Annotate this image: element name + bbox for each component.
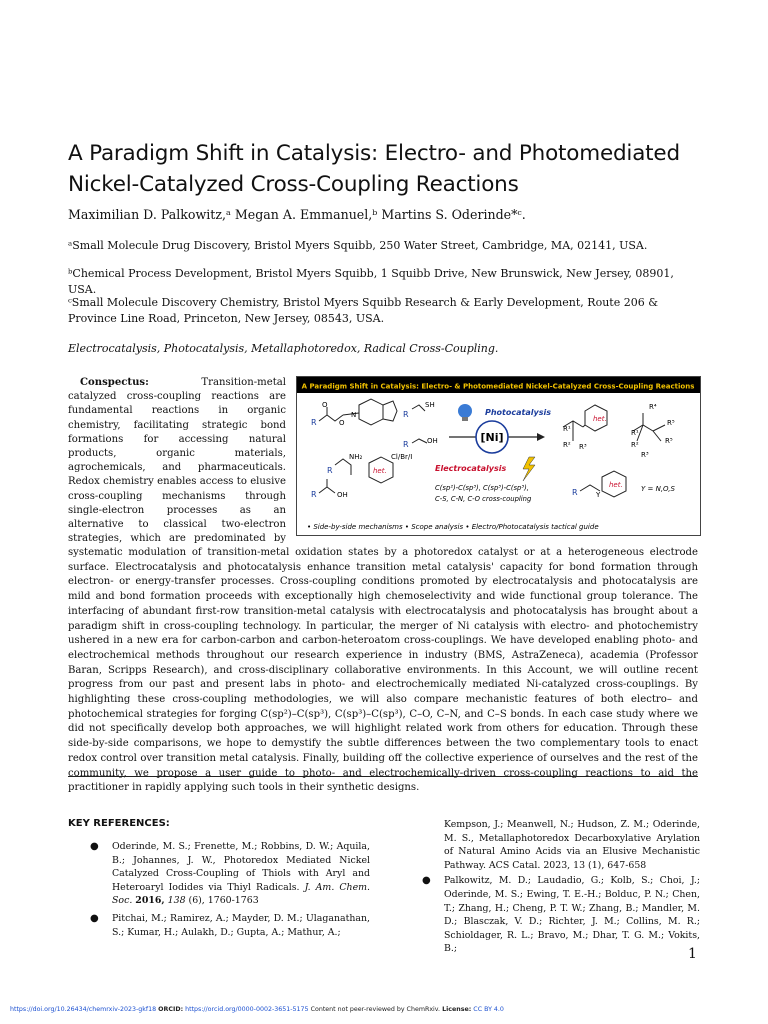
reagent-structures	[319, 399, 427, 493]
halide-label: Cl/Br/I	[391, 453, 413, 461]
bulb-base	[462, 417, 468, 421]
reference-text: Oderinde, M. S.; Frenette, M.; Robbins, D. W.; Aquila, B.; Johannes, J. W., Photoredox Mediated Nickel Catalyzed Cross-Coupling of Thiols with Aryl and Heteroaryl Iodides via Thiyl Radicals.	[112, 841, 370, 893]
conspectus-body: systematic modulation of transition-metal oxidation states by a photoredox catalyst or at a heterogeneous electrode surface. Electrocatalysis and photocatalysis enhance transition metal catalysis' capacity for bond formation through electron- or energy-transfer processes. Cross-coupling conditions promoted by electrocatalysis and photocatalysis are mild and bond formation proceeds with exceptionally high chemoselectivity and wide functional group tolerance. The interfacing of abundant first-row transition-metal catalysis with electrocatalysis and photocatalysis has brought about a paradigm shift in cross-coupling technology. In particular, the merger of Ni catalysis with electro- and photochemistry ushered in a new era for carbon-carbon and carbon-heteroatom cross-couplings. We have developed enabling photo- and electrochemical methods throughout our research experience in industry (BMS, AstraZeneca), academia (Professor Baran, Scripps Research), and cross-disciplinary collaborative environments. In this Account, we will outline recent progress from our past and present labs in photo- and electrochemically mediated Ni-catalyzed cross-couplings. By highlighting these cross-coupling methodologies, we will also compare mechanistic features of both electro– and photochemical strategies for forging C(sp²)–C(sp³), C(sp³)–C(sp³), C–O, C–N, and C–S bonds. In each case study where we did not specifically develop both approaches, we will highlight related work from others for education. Through these side-by-side comparisons, we hope to demystify the subtle differences between the two complementary tools to enact redox control over transition metal catalysis. Finally, building off the collective experience of ourselves and the rest of the community, we propose a user guide to photo- and electrochemically-driven cross-coupling reactions to aid the practitioner in rapidly applying such tools in their synthetic designs.	[68, 547, 698, 794]
r2-label-2: R²	[631, 441, 639, 449]
reference-text: Palkowitz, M. D.; Laudadio, G.; Kolb, S.; Choi, J.; Oderinde, M. S.; Ewing, T. E.-H.; Bolduc, P. N.; Chen, T.; Zhang, H.; Cheng, P. T. W.; Zhang, B.; Mandler, M. D.; Blasczak, V. D.; Richter, J. M.; Collins, M. R.; Schioldager, R. L.; Bravo, M.; Dhar, T. G. M.; Vokits, B.;	[444, 875, 700, 955]
bulb-icon	[458, 404, 472, 418]
bolt-icon	[523, 457, 535, 481]
r-label-2: R	[403, 410, 409, 419]
toc-header-text: A Paradigm Shift in Catalysis: Electro- & Photomediated Nickel-Catalyzed Cross-Coupling Reactions	[301, 382, 695, 391]
arrow-head	[537, 433, 545, 441]
bullet-icon: ●	[90, 841, 99, 852]
paper-title: A Paradigm Shift in Catalysis: Electro- and Photomediated Nickel-Catalyzed Cross-Coupling Reactions	[68, 141, 680, 197]
conspectus-label: Conspectus:	[80, 377, 149, 388]
r4-label: R⁴	[649, 403, 657, 411]
toc-svg	[297, 377, 700, 535]
het-label-2: het.	[593, 415, 607, 423]
n-label: N	[351, 411, 357, 419]
toc-graphic	[296, 376, 701, 536]
orcid-label: ORCID:	[158, 1006, 184, 1013]
oh-label-2: OH	[337, 491, 348, 499]
affiliation-b: ᵇChemical Process Development, Bristol Myers Squibb, 1 Squibb Drive, New Brunswick, New Jersey, 08901, USA.	[68, 267, 674, 296]
key-references-right	[422, 818, 700, 960]
orcid-link[interactable]: https://orcid.org/0000-0002-3651-5175	[185, 1006, 309, 1013]
section-divider	[68, 776, 698, 777]
r-label-5: R	[311, 490, 317, 499]
affiliation-c: ᶜSmall Molecule Discovery Chemistry, Bristol Myers Squibb Research & Early Development, Route 206 & Province Line Road, Princeton, New Jersey, 08543, USA.	[68, 296, 658, 325]
author-list: Maximilian D. Palkowitz,ᵃ Megan A. Emmanuel,ᵇ Martins S. Oderinde*ᶜ.	[68, 207, 526, 222]
y-label: Y	[596, 491, 601, 499]
ni-label: [Ni]	[480, 431, 504, 444]
reference-item	[90, 840, 370, 908]
r-label-6: R	[572, 488, 578, 497]
het-label-3: het.	[609, 481, 623, 489]
o-label-1: O	[322, 401, 328, 409]
r1-label: R¹	[563, 425, 571, 433]
r2-label: R²	[563, 441, 571, 449]
license-link[interactable]: CC BY 4.0	[473, 1006, 504, 1013]
bonds-line-1: C(sp²)-C(sp³), C(sp³)-C(sp³),	[435, 484, 529, 492]
doi-link[interactable]: https://doi.org/10.26434/chemrxiv-2023-gkf18	[10, 1006, 157, 1013]
bonds-line-2: C-S, C-N, C-O cross-coupling	[435, 495, 532, 503]
toc-footer: • Side-by-side mechanisms • Scope analysis • Electro/Photocatalysis tactical guide	[307, 523, 599, 531]
page-number: 1	[688, 946, 697, 962]
oh-label-1: OH	[427, 437, 438, 445]
reference-pages: (6), 1760-1763	[188, 895, 259, 907]
page-footer	[10, 1006, 504, 1013]
bullet-icon: ●	[90, 912, 99, 924]
r-label-4: R	[327, 466, 333, 475]
conspectus-intro	[68, 376, 286, 546]
het-label-1: het.	[373, 467, 387, 475]
conspectus-top-text: Transition-metal catalyzed cross-coupling reactions are fundamental reactions in organic chemistry, facilitating strategic bond formations for accessing natural products, organic materials, agrochemicals, and pharmaceuticals. Redox chemistry enables access to elusive cross-coupling mechanisms through single-electron processes as an alternative to classical two-electron strategies, which are predominated by	[68, 377, 286, 545]
keywords: Electrocatalysis, Photocatalysis, Metallaphotoredox, Radical Cross-Coupling.	[68, 342, 499, 355]
r1-label-2: R¹	[631, 429, 639, 437]
reference-continuation	[422, 818, 700, 872]
reference-item	[90, 912, 370, 939]
peer-review-note: Content not peer-reviewed by ChemRxiv.	[310, 1006, 441, 1013]
r-label-1: R	[311, 418, 317, 427]
affiliation-a: ᵃSmall Molecule Drug Discovery, Bristol Myers Squibb, 250 Water Street, Cambridge, MA, 02141, USA.	[68, 239, 648, 252]
sh-label: SH	[425, 401, 435, 409]
nh2-label: NH₂	[349, 453, 363, 461]
y-definition: Y = N,O,S	[641, 485, 675, 493]
key-references-left	[90, 840, 370, 943]
r5-label: R⁵	[667, 419, 675, 427]
reference-text: Kempson, J.; Meanwell, N.; Hudson, Z. M.; Oderinde, M. S., Metallaphotoredox Decarboxylative Arylation of Natural Amino Acids via an Elusive Mechanistic Pathway. ACS Catal. 2023, 13 (1), 647-658	[444, 819, 700, 871]
bullet-icon: ●	[422, 875, 431, 887]
key-references-heading: KEY REFERENCES:	[68, 818, 170, 829]
reference-journal: J. Am. Chem. Soc.	[112, 881, 370, 907]
reference-volume: 138	[167, 895, 186, 907]
electrocatalysis-label: Electrocatalysis	[435, 464, 507, 473]
license-label: License:	[442, 1006, 472, 1013]
r5-label-2: R⁵	[665, 437, 673, 445]
r3-label-2: R³	[641, 451, 649, 459]
r-label-3: R	[403, 440, 409, 449]
reference-text: Pitchai, M.; Ramirez, A.; Mayder, D. M.; Ulaganathan, S.; Kumar, H.; Aulakh, D.; Gupta, A.; Mathur, A.;	[112, 912, 370, 938]
photocatalysis-label: Photocatalysis	[485, 408, 551, 417]
reference-year: 2016,	[135, 895, 165, 907]
o-label-2: O	[339, 419, 345, 427]
r3-label: R³	[579, 443, 587, 451]
reference-item	[422, 874, 700, 956]
